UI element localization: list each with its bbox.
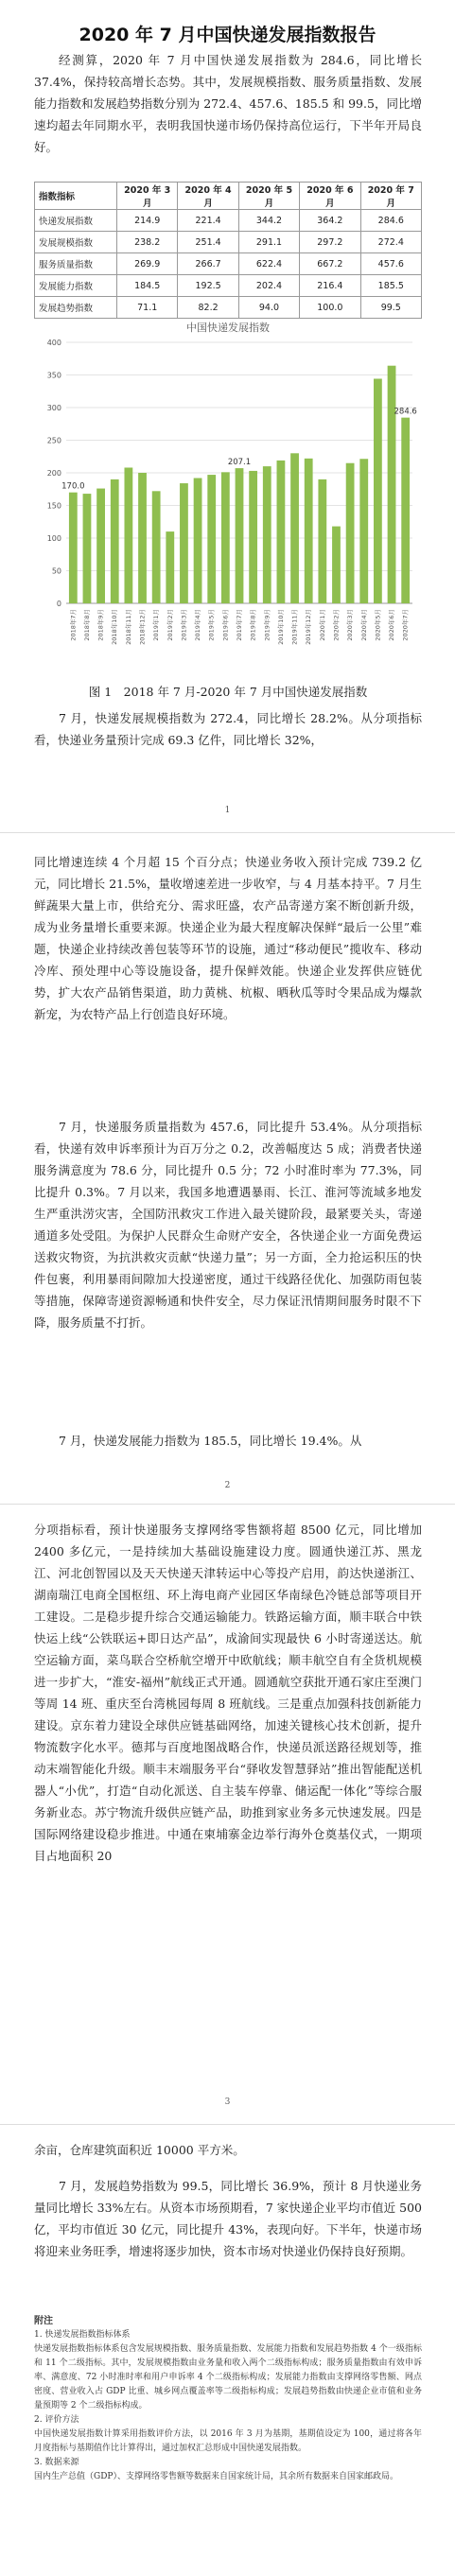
bar: [180, 483, 188, 603]
x-tick-label: 2020年7月: [401, 609, 410, 641]
x-tick-label: 2019年2月: [166, 609, 174, 641]
capacity-paragraph-3: 余亩，仓库建筑面积近 10000 平方米。: [34, 2143, 245, 2157]
table-cell: 216.4: [300, 275, 360, 297]
table-cell: 344.2: [238, 210, 299, 232]
table-cell: 快递发展指数: [35, 210, 117, 232]
x-tick-label: 2019年5月: [207, 609, 216, 641]
bar: [277, 461, 286, 603]
data-label: 207.1: [227, 458, 252, 468]
notes-text: 国内生产总值（GDP）、支撑网络零售额等数据来自国家统计局，其余所有数据来自国家邮政局。: [34, 2472, 398, 2481]
table-header-cell: 指数指标: [35, 183, 117, 210]
table-cell: 185.5: [360, 275, 421, 297]
y-tick-label: 350: [46, 371, 61, 380]
bar: [374, 379, 382, 603]
table-cell: 272.4: [360, 232, 421, 253]
table-cell: 发展趋势指数: [35, 297, 117, 319]
bar: [207, 475, 216, 603]
x-tick-label: 2020年5月: [374, 609, 382, 641]
y-tick-label: 200: [46, 469, 61, 478]
notes-subheading: 1. 快递发展指数指标体系: [34, 2330, 131, 2340]
y-tick-label: 0: [56, 600, 61, 608]
x-tick-label: 2020年3月: [346, 609, 355, 641]
scale-paragraph-2: 同比增速连续 4 个月超 15 个百分点；快递业务收入预计完成 739.2 亿元，同比增长 21.5%，量收增速差进一步收窄，与 4 月基本持平。7 月生鲜蔬果大量上市，供给充分、需求旺盛，农产品寄递方案不断创新升级，成为业务量增长重要来源。快递企业为最大程度解决保鲜“最后一公里”难题，快递企业持续改善包装等环节的设施，通过“移动便民”揽收车、移动冷库、预处理中心等设施设备，提升保鲜效能。快递企业发挥供应链优势，扩大农产品销售渠道，助力黄桃、杭椒、晒秋瓜等时令果品成为爆款新宠，为农特产品上行创造良好环境。: [34, 855, 422, 1021]
bar: [305, 459, 313, 603]
table-header-cell: 2020 年 5 月: [238, 183, 299, 210]
x-tick-label: 2020年2月: [332, 609, 341, 641]
bar: [194, 479, 202, 603]
table-cell: 82.2: [178, 297, 238, 319]
table-row: [35, 232, 422, 253]
table-row: [35, 297, 422, 319]
table-cell: 184.5: [117, 275, 178, 297]
x-tick-label: 2019年3月: [180, 609, 188, 641]
table-cell: 291.1: [238, 232, 299, 253]
table-cell: 667.2: [300, 253, 360, 275]
bar: [346, 463, 355, 603]
bar: [318, 479, 326, 603]
table-header-cell: 2020 年 6 月: [300, 183, 360, 210]
table-cell: 238.2: [117, 232, 178, 253]
data-label: 170.0: [61, 481, 85, 492]
x-tick-label: 2020年4月: [359, 609, 368, 641]
x-tick-label: 2018年12月: [138, 609, 147, 645]
x-tick-label: 2019年12月: [305, 609, 313, 645]
table-cell: 297.2: [300, 232, 360, 253]
x-tick-label: 2020年1月: [318, 609, 326, 641]
x-tick-label: 2018年10月: [111, 609, 119, 645]
x-tick-label: 2019年4月: [194, 609, 202, 641]
bar: [83, 494, 92, 603]
bar: [124, 467, 132, 603]
quality-paragraph: 7 月，快递服务质量指数为 457.6，同比提升 53.4%。从分项指标看，快递有效申诉率预计为百万分之 0.2，改善幅度达 5 成；消费者快递服务满意度为 78.6 分，同比提升 0.5 分；72 小时准时率为 77.3%，同比提升 0.3%。7 月以来，我国多地遭遇暴雨、长江、淮河等流域多地发生严重洪涝灾害，全国防汛救灾工作进入最关键阶段，最紧要关头，寄递通道多处受阻。为保护人民群众生命财产安全，各快递企业一方面免费运送救灾物资，为抗洪救灾贡献“快递力量”；另一方面，全力抢运积压的快件包裹，利用暴雨间隙加大投递密度，通过干线路径优化、加强防雨包装等措施，保障寄递资源畅通和快件安全，尽力保证汛情期间服务时限不下降，服务质量不打折。: [34, 1120, 422, 1330]
table-row: [35, 210, 422, 232]
bar: [96, 489, 105, 603]
x-tick-label: 2019年6月: [221, 609, 230, 641]
bar: [359, 459, 368, 603]
bar: [249, 471, 257, 603]
notes-subheading: 3. 数据来源: [34, 2458, 79, 2467]
bar: [111, 479, 119, 603]
x-tick-label: 2019年9月: [263, 609, 271, 641]
table-cell: 284.6: [360, 210, 421, 232]
x-tick-label: 2019年7月: [236, 609, 243, 641]
table-cell: 99.5: [360, 297, 421, 319]
table-cell: 100.0: [300, 297, 360, 319]
chart-title: 中国快递发展指数: [186, 322, 270, 334]
table-header-cell: 2020 年 7 月: [360, 183, 421, 210]
x-tick-label: 2018年11月: [124, 609, 132, 645]
trend-paragraph: 7 月，发展趋势指数为 99.5，同比增长 36.9%，预计 8 月快递业务量同比增长 33%左右。从资本市场预期看，7 家快递企业平均市值近 500 亿，平均市值近 30 亿元，同比提升 43%，表现向好。下半年，快递市场将迎来业务旺季，增速将逐步加快，资本市场对快递业仍保持良好预期。: [34, 2179, 422, 2258]
index-table: [34, 182, 422, 319]
page-divider: [0, 2124, 455, 2125]
table-cell: 457.6: [360, 253, 421, 275]
table-header-row: [35, 183, 422, 210]
table-header-cell: 2020 年 4 月: [178, 183, 238, 210]
x-tick-label: 2018年8月: [82, 609, 91, 641]
page-number: 3: [224, 2097, 231, 2107]
table-row: [35, 253, 422, 275]
table-cell: 269.9: [117, 253, 178, 275]
notes-heading: 附注: [34, 2316, 53, 2326]
x-tick-label: 2019年1月: [152, 609, 161, 641]
bar: [69, 493, 78, 603]
table-cell: 94.0: [238, 297, 299, 319]
table-cell: 服务质量指数: [35, 253, 117, 275]
table-cell: 202.4: [238, 275, 299, 297]
x-tick-label: 2018年7月: [69, 609, 78, 641]
table-cell: 发展能力指数: [35, 275, 117, 297]
notes-text: 快递发展指数指标体系包含发展规模指数、服务质量指数、发展能力指数和发展趋势指数 4 个一级指标和 11 个二级指标。其中，发展规模指数由业务量和收入两个二级指标构成；服务质量指数由有效申诉率、满意度、72 小时准时率和用户申诉率 4 个二级指标构成；发展能力指数由支撑网络零售额、网点密度、营业收入占 GDP 比重、城乡网点覆盖率等二级指标构成；发展趋势指数由快递企业市值和业务量预期等 2 个二级指标构成。: [34, 2344, 422, 2411]
x-tick-label: 2019年8月: [249, 609, 257, 641]
page-number: 2: [224, 1481, 231, 1490]
table-cell: 622.4: [238, 253, 299, 275]
capacity-paragraph-1: 7 月，快递发展能力指数为 185.5，同比增长 19.4%。从: [59, 1434, 362, 1448]
table-cell: 发展规模指数: [35, 232, 117, 253]
y-tick-label: 100: [46, 534, 61, 543]
y-tick-label: 400: [46, 339, 61, 347]
intro-paragraph: 经测算，2020 年 7 月中国快递发展指数为 284.6，同比增长 37.4%，保持较高增长态势。其中，发展规模指数、服务质量指数、发展能力指数和发展趋势指数分别为 272.4、457.6、185.5 和 99.5，同比增速均超去年同期水平，表明我国快递市场仍保持高位运行，下半年开局良好。: [34, 53, 422, 154]
notes-text: 中国快递发展指数计算采用指数评价方法，以 2016 年 3 月为基期，基期值设定为 100，通过将各年月度指标与基期值作比计算得出，通过加权汇总形成中国快递发展指数。: [34, 2429, 422, 2453]
bar: [166, 531, 174, 603]
data-label: 284.6: [394, 407, 417, 417]
x-tick-label: 2019年10月: [276, 609, 285, 645]
notes-subheading: 2. 评价方法: [34, 2415, 79, 2425]
bar: [290, 453, 299, 603]
bar: [401, 418, 410, 603]
x-tick-label: 2018年9月: [96, 609, 105, 641]
capacity-paragraph-2: 分项指标看，预计快递服务支撑网络零售额将超 8500 亿元，同比增加 2400 多亿元，一是持续加大基础设施建设力度。圆通快递江苏、黑龙江、河北创智园以及天天快递天津转运中心等投产启用，韵达快递浙江、湖南瑞江电商全国枢纽、环上海电商产业园区华南绿色冷链总部等项目开工建设。二是稳步提升综合交通运输能力。铁路运输方面，顺丰联合中铁快运上线“公铁联运+即日达产品”，成渝间实现最快 6 小时寄递送达。航空运输方面，菜鸟联合空桥航空增开中欧航线；顺丰航空自有全货机规模进一步扩大，“淮安-福州”航线正式开通。圆通航空获批开通石家庄至澳门等周 14 班、重庆至台湾桃园每周 8 班航线。三是重点加强科技创新能力建设。京东着力建设全球供应链基础网络，加速关键核心技术创新，提升物流数字化水平。德邦与百度地图战略合作，快递员派送路径规划等，推动末端智能化升级。顺丰末端服务平台“驿收发智慧驿站”推出智能配送机器人“小优”，打造“自动化派送、自主装车停靠、储运配一体化”等综合服务新业态。苏宁物流升级供应链产品，助推到家业务多元快速发展。四是国际网络建设稳步推进。中通在柬埔寨金边举行海外仓奠基仪式，一期项目占地面积 20: [34, 1523, 422, 1863]
bar: [332, 527, 341, 603]
report-title: 2020 年 7 月中国快递发展指数报告: [79, 25, 376, 45]
bar: [236, 468, 244, 603]
x-tick-label: 2019年11月: [290, 609, 299, 645]
y-tick-label: 50: [51, 566, 61, 576]
bar: [152, 491, 161, 603]
page-divider: [0, 1504, 455, 1505]
bar: [221, 472, 230, 603]
table-cell: 214.9: [117, 210, 178, 232]
y-tick-label: 300: [46, 404, 61, 412]
page-number: 1: [224, 806, 231, 815]
page-divider: [0, 832, 455, 833]
notes-section: [34, 2314, 422, 2484]
table-header-cell: 2020 年 3 月: [117, 183, 178, 210]
table-cell: 251.4: [178, 232, 238, 253]
table-cell: 266.7: [178, 253, 238, 275]
y-tick-label: 250: [46, 436, 61, 445]
table-cell: 364.2: [300, 210, 360, 232]
bar-chart-svg: [34, 320, 422, 670]
bar: [138, 473, 147, 603]
table-cell: 192.5: [178, 275, 238, 297]
index-chart: [34, 320, 422, 670]
table-cell: 221.4: [178, 210, 238, 232]
table-cell: 71.1: [117, 297, 178, 319]
bar: [263, 466, 271, 603]
scale-paragraph-1: 7 月，快递发展规模指数为 272.4，同比增长 28.2%。从分项指标看，快递业务量预计完成 69.3 亿件，同比增长 32%，: [34, 711, 422, 747]
figure-caption: 图 1 2018 年 7 月-2020 年 7 月中国快递发展指数: [88, 685, 368, 699]
y-tick-label: 150: [46, 501, 61, 511]
table-row: [35, 275, 422, 297]
bar: [388, 366, 396, 603]
x-tick-label: 2020年6月: [388, 609, 396, 641]
